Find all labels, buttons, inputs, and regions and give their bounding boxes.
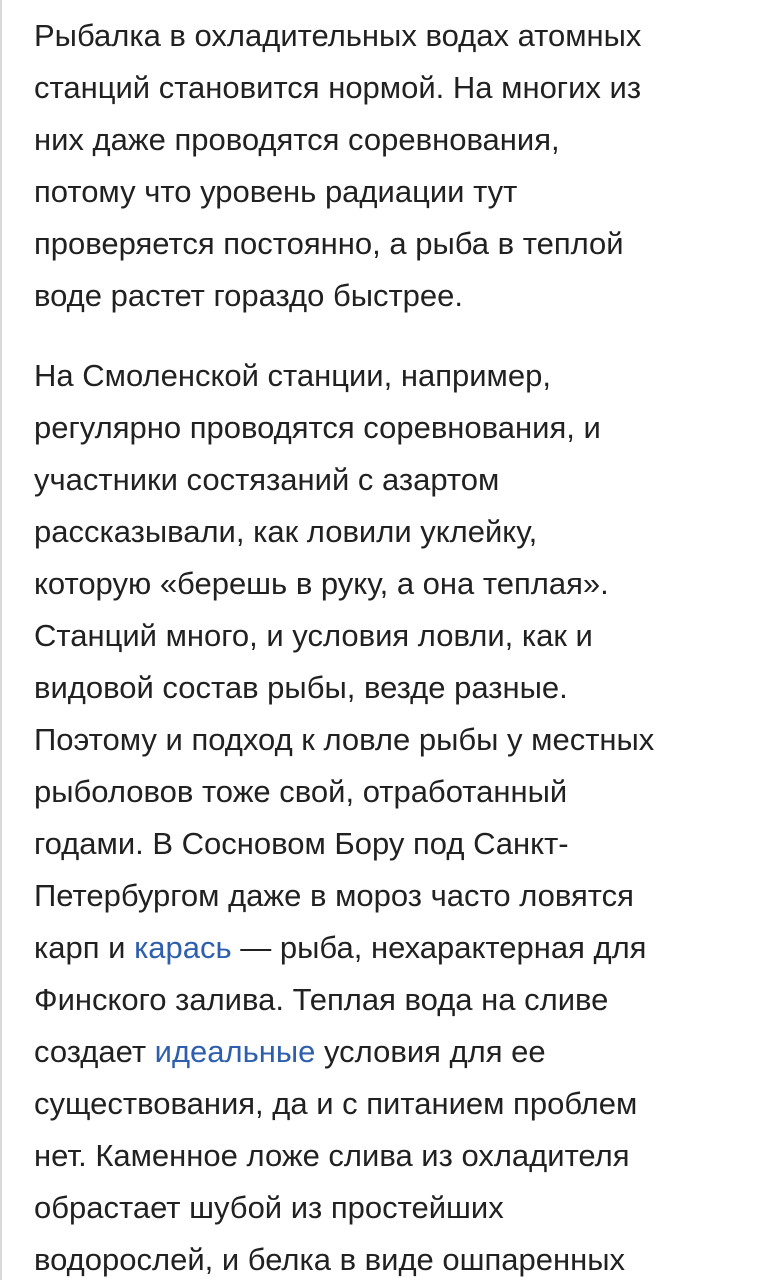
text-line: обрастает шубой из простейших xyxy=(34,1190,504,1225)
text-line: Станций много, и условия ловли, как и xyxy=(34,618,593,653)
text-line: станций становится нормой. На многих из xyxy=(34,70,642,105)
text-line: годами. В Сосновом Бору под Санкт- xyxy=(34,826,569,861)
text-line: видовой состав рыбы, везде разные. xyxy=(34,670,568,705)
text-line: рассказывали, как ловили уклейку, xyxy=(34,514,538,549)
text-line: участники состязаний с азартом xyxy=(34,462,500,497)
text-line: которую «берешь в руку, а она теплая». xyxy=(34,566,609,601)
text-line: рыболовов тоже свой, отработанный xyxy=(34,774,568,809)
text-line: них даже проводятся соревнования, xyxy=(34,122,560,157)
article-body xyxy=(34,10,760,1280)
text-line: Рыбалка в охладительных водах атомных xyxy=(34,18,642,53)
link-idealnye[interactable]: идеальные xyxy=(154,1034,316,1069)
paragraph-2 xyxy=(34,350,760,1280)
text-line: На Смоленской станции, например, xyxy=(34,358,551,393)
text-line: Поэтому и подход к ловле рыбы у местных xyxy=(34,722,655,757)
text-line xyxy=(34,1026,760,1078)
text-line: проверяется постоянно, а рыба в теплой xyxy=(34,226,624,261)
text-line: потому что уровень радиации тут xyxy=(34,174,518,209)
text-segment: создает xyxy=(34,1034,155,1069)
text-line: нет. Каменное ложе слива из охладителя xyxy=(34,1138,630,1173)
text-line xyxy=(34,922,760,974)
text-line: водорослей, и белка в виде ошпаренных xyxy=(34,1242,626,1277)
text-segment: карп и xyxy=(34,930,135,965)
text-line: Петербургом даже в мороз часто ловятся xyxy=(34,878,634,913)
text-line: воде растет гораздо быстрее. xyxy=(34,278,464,313)
text-line: существования, да и с питанием проблем xyxy=(34,1086,638,1121)
text-segment: — рыба, нехарактерная для xyxy=(231,930,647,965)
text-line: Финского залива. Теплая вода на сливе xyxy=(34,982,609,1017)
text-line: регулярно проводятся соревнования, и xyxy=(34,410,601,445)
link-karas[interactable]: карась xyxy=(134,930,232,965)
text-segment: условия для ее xyxy=(315,1034,546,1069)
paragraph-1 xyxy=(34,10,760,322)
